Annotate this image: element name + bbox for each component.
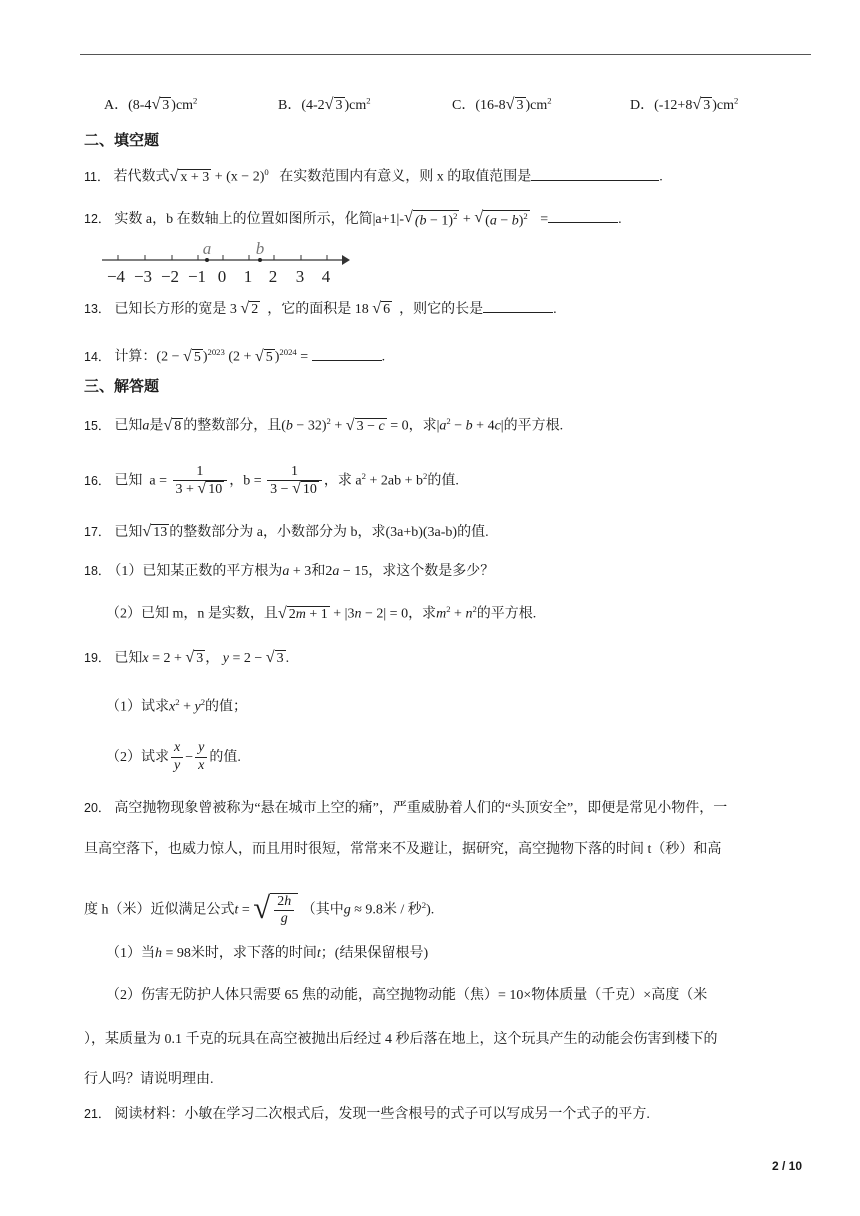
question-19: 19． 已知x = 2 + √ 3 ， y = 2 − √ 3 .	[84, 648, 290, 666]
sqrt-expression: √ 2m + 1	[277, 604, 328, 622]
tick-label: 0	[217, 267, 227, 286]
sqrt-expression: √ 3	[151, 95, 170, 113]
answer-blank[interactable]	[548, 208, 618, 223]
sqrt-expression: √ 3	[324, 95, 343, 113]
option-b: B．(4-2 √ 3 )$cm^2$	[278, 95, 371, 113]
header-rule	[80, 54, 811, 55]
section-heading-fill-in: 二、填空题	[84, 131, 160, 149]
question-19-part-1: （1）试求$x^2 + y^2$的值；	[106, 697, 248, 715]
tick-label: −1	[187, 267, 207, 286]
tick-label: 2	[268, 267, 278, 286]
fraction: 1 3 − √ 10	[267, 464, 322, 500]
sqrt-expression: √ 5	[254, 347, 273, 365]
sqrt-expression: √ 5	[182, 347, 201, 365]
tick-label: −3	[133, 267, 153, 286]
option-c: C．(16-8 √ 3 )$cm^2$	[452, 95, 552, 113]
section-heading-solve: 三、解答题	[84, 377, 160, 395]
sqrt-expression: √ 6	[372, 299, 391, 317]
question-14: 14． 计算：(2 − √ 5 )$^{2023}$ (2 + √ 5 )$^{2024}$ = .	[84, 347, 386, 365]
answer-blank[interactable]	[483, 298, 553, 313]
fraction: $\frac{x}{y}$	[171, 740, 183, 775]
sqrt-expression: √ 13	[142, 522, 168, 540]
question-20-part-2: （2）伤害无防护人体只需要 65 焦的动能，高空抛物动能（焦）= 10×物体质量（千克）×高度（米	[106, 988, 708, 1003]
sqrt-expression: √ 8	[163, 416, 182, 434]
question-18-part-2: （2）已知 m，n 是实数，且 √ 2m + 1 + |3n − 2| = 0，求$m^2 + n^2$的平方根.	[106, 604, 537, 622]
tick-label: 4	[321, 267, 331, 286]
page-number: 2 / 10	[771, 1159, 802, 1173]
sqrt-expression: √ $(a - b)^2$	[474, 208, 528, 229]
question-20-line-2: 旦高空落下，也威力惊人，而且用时很短，常常来不及避让，据研究，高空抛物下落的时间 t（秒）和高	[84, 842, 722, 857]
question-21: 21． 阅读材料：小敏在学习二次根式后，发现一些含根号的式子可以写成另一个式子的平方.	[84, 1107, 650, 1122]
question-20-line-3: 度 h（米）近似满足公式t = √ $\frac{2h}{g}$ （其中g ≈ 9.8米 / 秒$^2$).	[84, 890, 435, 927]
tick-label: 3	[295, 267, 305, 286]
question-12: 12． 实数 a，b 在数轴上的位置如图所示，化简|a+1|- √ $(b - 1)^2$ + √ $(a - b)^2$ = .	[84, 208, 622, 229]
question-20-line-5: ），某质量为 0.1 千克的玩具在高空被抛出后经过 4 秒后落在地上，这个玩具产生的动能会伤害到楼下的	[84, 1032, 718, 1047]
question-16: 16． 已知 a = 1 3 + √ 10 ，b = 1 3 − √ 10 ，求 $a^2 + 2ab + b^2$的值.	[84, 463, 459, 498]
question-20-part-1: （1）当h = 98米时，求下落的时间t；(结果保留根号)	[106, 946, 429, 961]
fraction: 1 3 + √ 10	[173, 464, 228, 500]
question-17: 17． 已知 √ 13 的整数部分为 a，小数部分为 b，求(3a+b)(3a-b)的值.	[84, 522, 489, 540]
point-label-a: a	[202, 240, 212, 258]
sqrt-expression: √ x + 3	[169, 167, 210, 185]
sqrt-expression: √ 3	[265, 648, 284, 666]
option-d: D．(-12+8 √ 3 )$cm^2$	[630, 95, 739, 113]
question-13: 13． 已知长方形的宽是 3 √ 2 ，它的面积是 18 √ 6 ，则它的长是 .	[84, 299, 557, 317]
question-11: 11． 若代数式 √ x + 3 + $(x - 2)^0$ 在实数范围内有意义，则 x 的取值范围是 .	[84, 167, 663, 185]
sqrt-expression: √ 3	[185, 648, 204, 666]
sqrt-expression: √ 2	[240, 299, 259, 317]
sqrt-expression: √ $(b - 1)^2$	[404, 208, 458, 229]
question-18-part-1: 18． （1）已知某正数的平方根为a + 3和2a − 15，求这个数是多少？	[84, 564, 495, 579]
point-label-b: b	[255, 240, 265, 258]
tick-label: −2	[160, 267, 180, 286]
point-a	[205, 258, 209, 262]
tick-label: −4	[106, 267, 126, 286]
question-19-part-2: （2）试求 $\frac{x}{y}$ − $\frac{y}{x}$ 的值.	[106, 740, 241, 774]
sqrt-expression: √ $\frac{2h}{g}$	[253, 893, 298, 929]
question-20-line-6: 行人吗？请说明理由.	[84, 1072, 214, 1087]
question-15: 15． 已知a是 √ 8 的整数部分，且$(b - 32)^2$ + √ 3 − c = 0，求$|a^2 - b + 4c|$的平方根.	[84, 416, 564, 434]
arrow-icon	[342, 255, 350, 265]
tick-label: 1	[243, 267, 253, 286]
sqrt-expression: √ 3	[505, 95, 524, 113]
option-a: A．(8-4 √ 3 )$cm^2$	[104, 95, 198, 113]
sqrt-expression: √ 3	[692, 95, 711, 113]
question-20-line-1: 20． 高空抛物现象曾被称为“悬在城市上空的痛”，严重威胁着人们的“头顶安全”，即便是常见小物件，一	[84, 801, 728, 816]
answer-blank[interactable]	[531, 166, 659, 181]
point-b	[258, 258, 262, 262]
number-line-diagram	[100, 240, 360, 290]
sqrt-expression: √ 3 − c	[345, 416, 385, 434]
answer-blank[interactable]	[312, 346, 382, 361]
fraction: $\frac{y}{x}$	[195, 740, 207, 775]
